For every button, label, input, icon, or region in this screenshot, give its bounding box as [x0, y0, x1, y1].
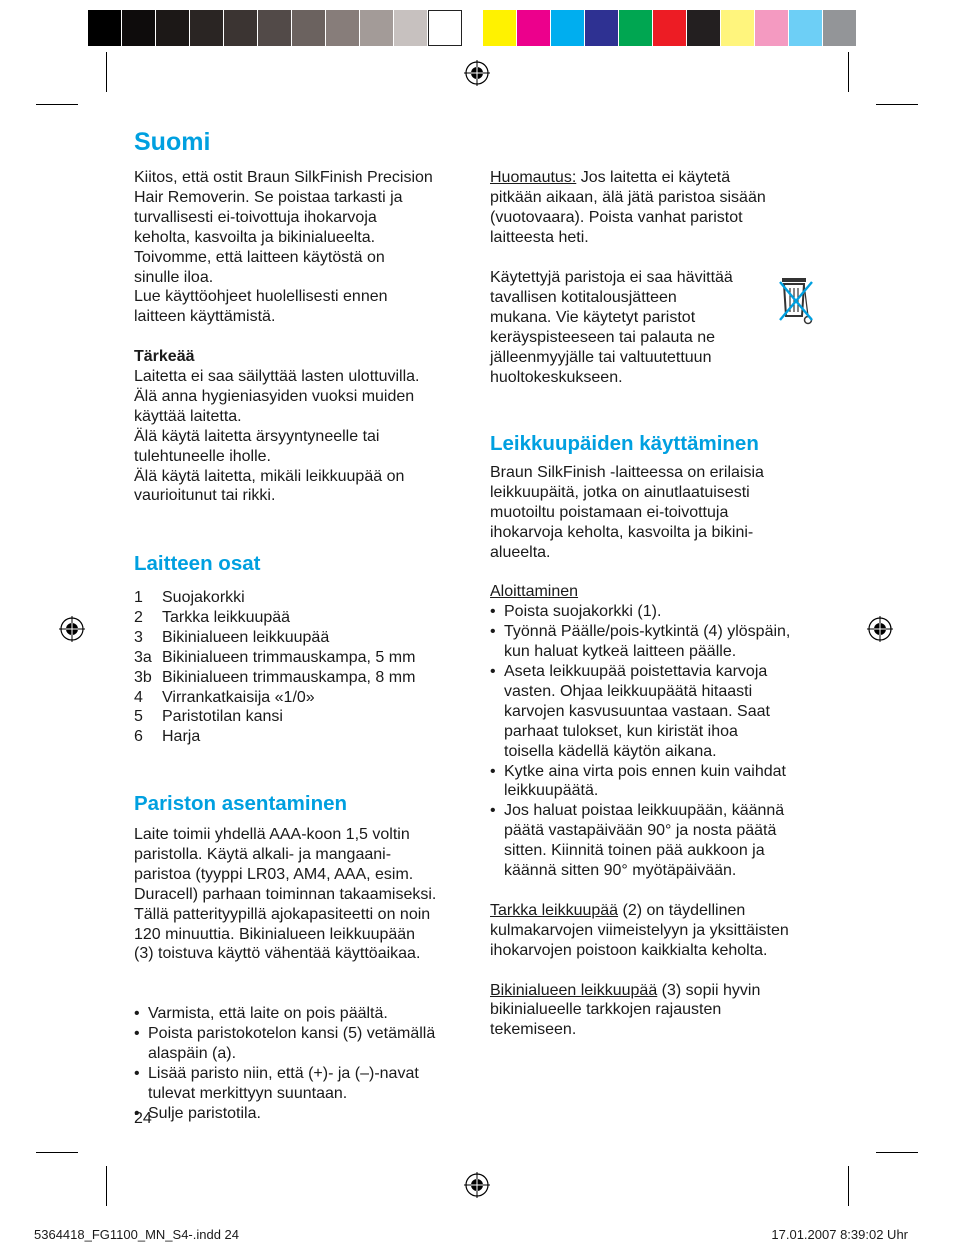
usage-step-line: • Poista suojakorkki (1). — [504, 603, 662, 621]
page-title: Suomi — [134, 128, 211, 156]
battery-step — [134, 1104, 474, 1124]
page-number: 24 — [134, 1110, 152, 1127]
part-item — [134, 668, 474, 688]
parts-list — [134, 588, 474, 747]
color-swatch — [687, 10, 721, 46]
usage-step — [490, 762, 830, 802]
part-label: Harja — [162, 728, 201, 746]
important-heading: Tärkeää — [134, 348, 195, 366]
color-swatch — [551, 10, 585, 46]
part-number: 1 — [134, 589, 143, 606]
usage-step-line: päätä vastapäivään 90° ja nosta päätä — [504, 822, 777, 840]
intro-line: Lue käyttöohjeet huolellisesti ennen — [134, 288, 388, 306]
intro-line: sinulle iloa. — [134, 268, 214, 286]
part-number: 3a — [134, 648, 152, 666]
usage-step-line: leikkuupäätä. — [504, 782, 599, 800]
note-line: (vuotovaara). Poista vanhat paristot — [490, 208, 743, 226]
usage-step-line: • Aseta leikkuupää poistettavia karvoja — [504, 663, 768, 681]
part-item — [134, 688, 474, 708]
disposal-line: keräyspisteeseen tai palauta ne — [490, 328, 716, 346]
precision-line: kulmakarvojen viimeistelyyn ja yksittäisten — [490, 921, 789, 939]
disposal-paragraph — [490, 268, 770, 387]
part-label: Paristotilan kansi — [162, 708, 283, 726]
usage-step — [490, 662, 830, 762]
bikini-line: tekemiseen. — [490, 1021, 577, 1039]
color-swatch — [585, 10, 619, 46]
gray-swatch — [122, 10, 156, 46]
precision-paragraph — [490, 921, 830, 961]
part-label: Bikinialueen leikkuupää — [162, 628, 330, 646]
part-label: Bikinialueen trimmauskampa, 8 mm — [162, 668, 416, 686]
crop-mark — [848, 1166, 849, 1206]
precision-first-line-rest: (2) on täydellinen — [618, 901, 746, 919]
usage-paragraph — [490, 463, 830, 563]
color-swatch — [789, 10, 823, 46]
usage-step-line: toisella kädellä käytön aikana. — [504, 742, 717, 760]
intro-line: Hair Removerin. Se poistaa tarkasti ja — [134, 188, 403, 206]
footer-timestamp: 17.01.2007 8:39:02 Uhr — [771, 1227, 908, 1242]
part-label: Tarkka leikkuupää — [162, 608, 291, 626]
battery-line: paristoa (tyyppi LR03, AM4, AAA, esim. — [134, 865, 414, 883]
note-first-line — [490, 168, 830, 188]
gray-swatch — [224, 10, 258, 46]
usage-line: Braun SilkFinish -laitteessa on erilaisia — [490, 464, 764, 481]
usage-step-line: • Kytke aina virta pois ennen kuin vaihdat — [504, 762, 786, 780]
crop-mark — [36, 104, 78, 105]
usage-step-line: • Jos haluat poistaa leikkuupään, käännä — [504, 802, 785, 820]
usage-step-line: • Työnnä Päälle/pois-kytkintä (4) ylöspäin, — [504, 623, 791, 641]
crop-mark — [36, 1152, 78, 1153]
color-swatch — [517, 10, 551, 46]
color-swatch — [653, 10, 687, 46]
registration-mark-icon — [59, 616, 85, 642]
intro-line: laitteen käyttämistä. — [134, 308, 276, 326]
registration-mark-icon — [867, 616, 893, 642]
usage-line: muotoiltu poistamaan ei-toivottuja — [490, 503, 729, 521]
part-item — [134, 608, 474, 628]
part-item — [134, 588, 474, 608]
intro-line: keholta, kasvoilta ja bikinialueelta. — [134, 228, 376, 246]
battery-section — [134, 790, 474, 1124]
usage-step-line: karvojen kasvusuuntaa vastaan. Saat — [504, 702, 770, 720]
note-first-line-rest: Jos laitetta ei käytetä — [576, 169, 731, 186]
precision-label: Tarkka leikkuupää — [490, 901, 619, 919]
important-line: vaurioitunut tai rikki. — [134, 487, 276, 505]
usage-step — [490, 801, 830, 881]
intro-line: turvallisesti ei-toivottuja ihokarvoja — [134, 208, 377, 226]
crop-mark — [106, 52, 107, 92]
usage-step-line: parhaat tulokset, kun kiristät ihoa — [504, 722, 738, 740]
parts-section — [134, 550, 474, 747]
part-number: 6 — [134, 728, 143, 746]
color-calibration-bar — [483, 10, 857, 46]
registration-mark-icon — [464, 1172, 490, 1198]
crop-mark — [876, 1152, 918, 1153]
usage-line: alueelta. — [490, 543, 551, 561]
battery-paragraph — [134, 825, 474, 964]
color-swatch — [721, 10, 755, 46]
disposal-line: jälleenmyyjälle tai valtuutettuun — [490, 348, 712, 366]
battery-heading: Pariston asentaminen — [134, 792, 348, 815]
battery-line: (3) toistuva käyttö vähentää käyttöaikaa. — [134, 945, 421, 963]
important-line: Älä anna hygieniasyiden vuoksi muiden — [134, 387, 415, 405]
gray-swatch — [292, 10, 326, 46]
bikini-line: bikinialueelle tarkkojen rajausten — [490, 1001, 722, 1019]
disposal-line: huoltokeskukseen. — [490, 368, 623, 386]
usage-heading: Leikkuupäiden käyttäminen — [490, 432, 759, 455]
bikini-label: Bikinialueen leikkuupää — [490, 981, 658, 999]
usage-step-line: vasten. Ohjaa leikkuupäätä hitaasti — [504, 682, 753, 700]
battery-line: paristolla. Käytä alkali- ja mangaani- — [134, 845, 392, 863]
footer-file-info: 5364418_FG1100_MN_S4-.indd 24 — [34, 1227, 240, 1242]
battery-step-line: • Poista paristokotelon kansi (5) vetämällä — [148, 1025, 436, 1043]
part-item — [134, 707, 474, 727]
gray-swatch — [190, 10, 224, 46]
crossed-out-wheelie-bin-icon — [774, 272, 818, 328]
crop-mark — [876, 104, 918, 105]
gray-swatch — [326, 10, 360, 46]
usage-step-line: kun haluat kytkeä laitteen päälle. — [504, 643, 737, 661]
battery-line: Duracell) parhaan toiminnan takaamiseksi. — [134, 885, 437, 903]
gray-swatch — [156, 10, 190, 46]
battery-step — [134, 1024, 474, 1064]
intro-line: Kiitos, että ostit Braun SilkFinish Precision — [134, 169, 433, 186]
important-line: Älä käytä laitetta, mikäli leikkuupää on — [134, 467, 405, 485]
usage-step-line: käännä sitten 90° myötäpäivään. — [504, 862, 737, 880]
usage-step — [490, 602, 830, 622]
note-section — [490, 168, 830, 248]
battery-step — [134, 1064, 474, 1104]
important-paragraph — [134, 367, 474, 506]
start-heading: Aloittaminen — [490, 583, 579, 601]
note-line: laitteesta heti. — [490, 228, 589, 246]
usage-step-line: sitten. Kiinnitä toinen pää aukkoon ja — [504, 842, 765, 860]
intro-line: Toivomme, että laitteen käytöstä on — [134, 248, 385, 266]
color-swatch — [483, 10, 517, 46]
battery-step-line: alaspäin (a). — [148, 1044, 237, 1062]
gray-swatch — [88, 10, 122, 46]
battery-step-line: • Lisää paristo niin, että (+)- ja (–)-navat — [148, 1064, 419, 1082]
intro-paragraph — [134, 168, 474, 327]
usage-line: ihokarvoja keholta, kasvoilta ja bikini- — [490, 523, 754, 541]
note-line: pitkään aikaan, älä jätä paristoa sisään — [490, 188, 766, 206]
note-label: Huomautus: — [490, 169, 577, 186]
gray-swatch — [360, 10, 394, 46]
left-column — [134, 168, 474, 506]
important-line: Älä käytä laitetta ärsyyntyneelle tai — [134, 427, 380, 445]
color-swatch — [823, 10, 857, 46]
part-item — [134, 628, 474, 648]
bikini-first-line-rest: (3) sopii hyvin — [657, 981, 761, 999]
part-number: 3b — [134, 668, 152, 686]
part-number: 4 — [134, 688, 143, 706]
crop-mark — [106, 1166, 107, 1206]
grayscale-calibration-bar — [88, 10, 462, 46]
important-line: käyttää laitetta. — [134, 407, 242, 425]
bikini-first-line — [490, 981, 830, 1001]
part-label: Virrankatkaisija «1/0» — [162, 688, 315, 706]
part-number: 2 — [134, 608, 143, 626]
part-number: 3 — [134, 628, 143, 646]
gray-swatch — [394, 10, 428, 46]
battery-step-line: • Sulje paristotila. — [148, 1104, 261, 1122]
note-paragraph — [490, 188, 830, 248]
battery-line: Tällä patterityypillä ajokapasiteetti on noin — [134, 905, 431, 923]
disposal-section — [490, 268, 770, 387]
battery-steps-list — [134, 1004, 474, 1123]
precision-line: ihokarvojen poistoon kaikkialta keholta. — [490, 941, 768, 959]
battery-step — [134, 1004, 474, 1024]
part-item — [134, 648, 474, 668]
registration-mark-icon — [464, 60, 490, 86]
usage-section — [490, 430, 830, 1040]
battery-line: 120 minuuttia. Bikinialueen leikkuupään — [134, 925, 416, 943]
part-number: 5 — [134, 708, 143, 726]
crop-mark — [848, 52, 849, 92]
gray-swatch — [428, 10, 462, 46]
part-label: Suojakorkki — [162, 589, 245, 606]
color-swatch — [755, 10, 789, 46]
battery-step-line: • Varmista, että laite on pois päältä. — [148, 1005, 388, 1023]
gray-swatch — [258, 10, 292, 46]
usage-steps-list — [490, 602, 830, 881]
important-line: Laitetta ei saa säilyttää lasten ulottuvilla. — [134, 368, 420, 386]
usage-step — [490, 622, 830, 662]
disposal-line: Käytettyjä paristoja ei saa hävittää — [490, 269, 733, 286]
usage-line: leikkuupäitä, jotka on ainutlaatuisesti — [490, 483, 750, 501]
part-item — [134, 727, 474, 747]
color-swatch — [619, 10, 653, 46]
disposal-line: mukana. Vie käytetyt paristot — [490, 308, 696, 326]
disposal-line: tavallisen kotitalousjätteen — [490, 288, 677, 306]
parts-heading: Laitteen osat — [134, 552, 261, 575]
battery-step-line: tulevat merkittyyn suuntaan. — [148, 1084, 348, 1102]
precision-first-line — [490, 901, 830, 921]
bikini-paragraph — [490, 1000, 830, 1040]
battery-line: Laite toimii yhdellä AAA-koon 1,5 voltin — [134, 826, 410, 843]
important-line: tulehtuneelle iholle. — [134, 447, 271, 465]
part-label: Bikinialueen trimmauskampa, 5 mm — [162, 648, 416, 666]
